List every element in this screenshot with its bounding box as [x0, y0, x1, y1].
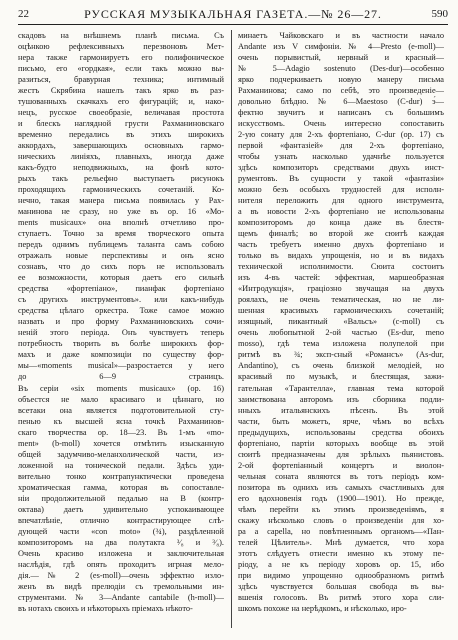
- text-line: дія.—№ 2 (es-moll)—очень эффектно изло-: [18, 570, 224, 580]
- text-line: можно безъ особыхъ трудностей для исполн-: [238, 185, 444, 195]
- text-line: композиторомъ до конца даже въ блестя-: [238, 218, 444, 228]
- text-line: мы—«moments musical»—разростается у него: [18, 361, 224, 371]
- text-line: вительно тонко контрапунктически проведена: [18, 471, 224, 481]
- text-line: передъ однимъ публицемъ таланта самъ собою: [18, 240, 224, 250]
- text-line: гательная «Тарантелла», главная тема которой: [238, 383, 444, 393]
- text-line: наслѣдія, гдѣ опять проходитъ игрная мело-: [18, 559, 224, 569]
- text-line: объестся не мало красиваго и цѣннаго, но: [18, 394, 224, 404]
- text-line: ment» (b-moll) хочется отмѣтить изысканную: [18, 438, 224, 448]
- text-line: скаго творчества ор. 18—23. Въ 1-мъ «mo-: [18, 427, 224, 437]
- text-line: назвать и про форму Рахманиновскихъ сочи-: [18, 317, 224, 327]
- text-line: композиторомъ на два полутакта ³⁄₈ и ³⁄₈).: [18, 537, 224, 547]
- text-line: ническихъ линіяхъ, плавныхъ, иногда даже: [18, 152, 224, 162]
- text-line: ments musicaux» она вполнѣ отчетливо про-: [18, 218, 224, 228]
- text-line: октава) даетъ удивительно успокаивающее: [18, 504, 224, 514]
- text-line: нныхъ итальянскихъ пѣсенъ. Въ этой: [238, 405, 444, 415]
- text-line: манинова не сразу, но уже въ ор. 16 «Мо-: [18, 207, 224, 217]
- text-line: ритмѣ въ ¾; эксп-сный «Романсъ» (As-dur,: [238, 350, 444, 360]
- text-line: Andantino), съ очень близкой мелодіей, но: [238, 361, 444, 371]
- text-line: шенная красивыхъ гармоническихъ сочетаній;: [238, 306, 444, 316]
- text-line: этотъ слѣдуетъ отнести именно къ этому пе-: [238, 548, 444, 558]
- text-line: ніи продолжительной педалью на B (контр-: [18, 493, 224, 503]
- text-line: ра a capella, но повѣтненнымъ органомъ—«Пан-: [238, 526, 444, 536]
- newspaper-title: РУССКАЯ МУЗЫКАЛЬНАЯ ГАЗЕТА.—№ 26—27.: [84, 7, 382, 21]
- text-line: рыхъ такъ рельефно выступаетъ рисунокъ: [18, 174, 224, 184]
- text-line: ступаетъ. Точно за время творческого опыта: [18, 229, 224, 239]
- text-line: съ другихъ инструментовъ». или какъ-нибудь: [18, 295, 224, 305]
- page-header: [18, 6, 448, 25]
- text-columns: [18, 30, 448, 634]
- text-line: очень любопытной 2-ой частью (Es-dur, meno: [238, 328, 444, 338]
- text-line: его вдохновенія годъ (1900—1901). Но прежде,: [238, 493, 444, 503]
- text-line: отражалъ новые перспективы и онъ ясно: [18, 251, 224, 261]
- text-line: до 6—9 страницъ.: [18, 372, 224, 382]
- text-line: рументовъ. Въ сущности у такой «фантазіи»: [238, 174, 444, 184]
- text-line: Въ серіи «six moments musicaux» (ор. 16): [18, 383, 224, 393]
- text-line: скадовъ на внѣшнемъ планѣ письма. Съ: [18, 31, 224, 40]
- text-line: при видимо упрощенно однообразномъ ритмѣ: [238, 570, 444, 580]
- text-line: проходящихъ гармоническихъ сочетаній. Ко-: [18, 185, 224, 195]
- text-line: первой «фантазіей» для 2-хъ фортепіано,: [238, 141, 444, 151]
- right-column: [238, 30, 444, 614]
- text-line: скажу нѣсколько словъ о произведеніи для хо-: [238, 515, 444, 525]
- text-line: очень порывистый, нервный и красный—: [238, 53, 444, 63]
- text-line: вшенія голосовъ. Въ ритмѣ этого хора сли-: [238, 592, 444, 602]
- text-line: 2-ую сонату для 2-хъ фортепіано, C-dur (ор. 17) съ: [238, 130, 444, 140]
- text-line: красивый по музыкѣ, и блестящая, зажи-: [238, 372, 444, 382]
- text-line: хроматическая гамма, которая въ сопоставле-: [18, 482, 224, 492]
- left-column: [18, 30, 224, 614]
- text-line: въ нотахъ своихъ и нѣкоторыхъ пріемахъ нѣкото-: [18, 603, 193, 613]
- text-line: Рахманинова; само по себѣ, это произведеніе—: [238, 86, 444, 96]
- text-line: заимствована авторомъ изъ сборника подли-: [238, 394, 444, 404]
- text-line: «Интродукція», граціозно звучащая на двухъ: [238, 284, 444, 294]
- text-line: дующей части «con moto» (¾), раздѣленной: [18, 526, 224, 536]
- text-line: женъ въ видѣ прелюдіи съ тремольными ин-: [18, 581, 224, 591]
- text-line: тушованныхъ скачкахъ его фигурацій; и, нако-: [18, 97, 224, 107]
- text-line: нецъ, русское своеобразіе, величавая простота: [18, 108, 224, 118]
- text-line: телей Цѣлитель». Мнѣ думается, что хора: [238, 537, 444, 547]
- page-number-left: 22: [18, 8, 29, 20]
- text-line: шкомъ похоже на нерѣдкомъ, и нѣсколько, иро-: [238, 603, 407, 613]
- text-line: 2-ой фортепіанный концертъ и виолон-: [238, 460, 444, 470]
- text-line: фортепіано, партіи которыхъ вообще въ этой: [238, 438, 444, 448]
- text-line: разиться, бравурная техника; интимный: [18, 75, 224, 85]
- text-line: часть требуетъ именно двухъ фортепіано и: [238, 240, 444, 250]
- text-line: временно передались въ этихъ широкихъ: [18, 130, 224, 140]
- text-line: всетаки она является подготовительной сту-: [18, 405, 224, 415]
- text-line: нителя переложить для одного инструмента,: [238, 196, 444, 206]
- text-line: общей задумчиво-меланхолической части, из-: [18, 449, 224, 459]
- text-line: сюитѣ предназначены для зрѣлыхъ пьянистовъ.: [238, 449, 444, 459]
- text-line: письмо, его «гордкая», если такъ можно вы-: [18, 64, 224, 74]
- text-line: изящный, пикантный «Вальсъ» (с-moll) съ: [238, 317, 444, 327]
- text-line: ріоду, а не къ періоду хоровъ ор. 15, ибо: [238, 559, 444, 569]
- text-line: нера также гармонируетъ его полифоническое: [18, 53, 224, 63]
- text-line: щемъ финалѣ; во второй же сюитѣ каждая: [238, 229, 444, 239]
- text-line: минаетъ Чайковскаго и въ частности начало: [238, 31, 444, 40]
- text-line: Очень красиво изложена и заключительная: [18, 548, 224, 558]
- text-line: искусствомъ. Очень интересно сопоставить: [238, 119, 444, 129]
- text-line: технической исполнимости. Сюита состоитъ: [238, 262, 444, 272]
- text-line: чѣмъ перейти къ этимъ произведеніямъ, я: [238, 504, 444, 514]
- text-line: здѣсь композиторъ средствами двухъ инст-: [238, 163, 444, 173]
- text-line: сознавъ, что до сихъ поръ не использовалъ: [18, 262, 224, 272]
- text-line: фектно звучитъ и написанъ съ большимъ: [238, 108, 444, 118]
- text-line: № 5—Adagio sostenuto (Des-dur)—особенно: [238, 64, 444, 74]
- text-line: предыдущихъ, использованы средства обоихъ: [238, 427, 444, 437]
- text-line: чельная соната являются въ тотъ періодъ ком-: [238, 471, 444, 481]
- text-line: средства цѣлаго оркестра. Тоже самое можно: [18, 306, 224, 316]
- text-line: аккордахъ, завершающихъ основныхъ гармо-: [18, 141, 224, 151]
- text-line: здѣсь чувствуется большая свобода въ вы-: [238, 581, 444, 591]
- column-divider: [231, 30, 232, 628]
- text-line: пенью къ высшей ясна точкѣ Рахманинов-: [18, 416, 224, 426]
- text-line: впечатлѣніе, отлично контрастирующее слѣ-: [18, 515, 224, 525]
- text-line: а въ новости 2-хъ фортепіано не использованы: [238, 207, 444, 217]
- text-line: изъ 4-въ частей: эффектная, маршеобразная: [238, 273, 444, 283]
- text-line: ложенной на тонической педали. Здѣсь уди-: [18, 460, 224, 470]
- page-number-right: 590: [431, 8, 448, 20]
- text-line: махъ и даже композиціи по существу фор-: [18, 350, 224, 360]
- newspaper-page: [18, 6, 448, 634]
- text-line: ярко подчеркиваетъ новую манеру письма: [238, 75, 444, 85]
- text-line: жестъ Скрябина нашелъ такъ ярко въ раз-: [18, 86, 224, 96]
- text-line: роялахъ, не очень тематическая, но не ли-: [238, 295, 444, 305]
- text-line: чтобы узнать насколько удачнѣе пользуется: [238, 152, 444, 162]
- text-line: ее возможности, которыя даетъ его сильнѣ: [18, 273, 224, 283]
- text-line: нечно, такая манера письма появилась у Рах-: [18, 196, 224, 206]
- text-line: и блескъ наглядной грусти Рахманиновскаго: [18, 119, 224, 129]
- text-line: потребность творить въ болѣе широкихъ фор-: [18, 339, 224, 349]
- text-line: позитора въ однихъ изъ самыхъ счастливыхъ для: [238, 482, 444, 492]
- text-line: струментами. № 3—Andante cantabile (h-moll)—: [18, 592, 224, 602]
- text-line: только въ видахъ упрощенія, но и въ видахъ: [238, 251, 444, 261]
- text-line: части, быть можетъ, ярче, чѣмъ во всѣхъ: [238, 416, 444, 426]
- text-line: mosso), гдѣ тема изложена полупелой при: [238, 339, 444, 349]
- text-line: оцѣнкою рефлексивныхъ перезвоновъ Мет-: [18, 42, 224, 52]
- text-line: Andante изъ V симфоніи. № 4—Presto (e-moll)—: [238, 42, 444, 52]
- text-line: довольно блѣдно. № 6—Maestoso (C-dur) э́—: [238, 97, 444, 107]
- text-line: средства «фортепіано», пианфак фортепіано: [18, 284, 224, 294]
- text-line: неній этого періода. Онъ чувствуетъ теперь: [18, 328, 224, 338]
- text-line: какъ-будто неподвижныхъ, на фонѣ кото-: [18, 163, 224, 173]
